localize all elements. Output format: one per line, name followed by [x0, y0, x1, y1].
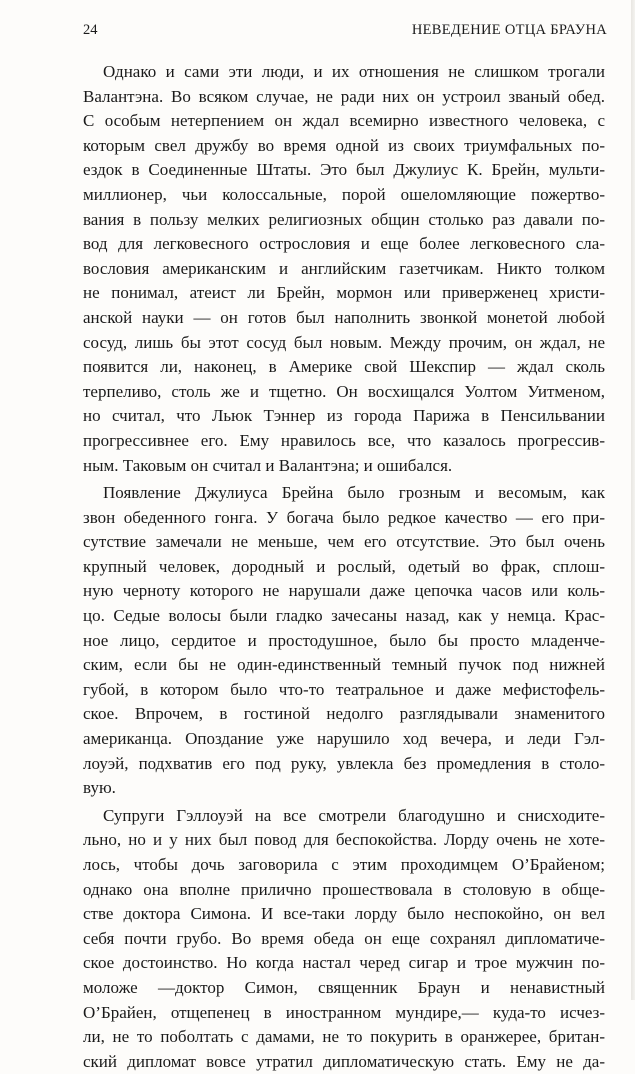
- text-line: льно, но и у них был повод для беспокойства. Лорду очень не хоте-: [83, 830, 605, 850]
- text-line: терпеливо, столь же и тщетно. Он восхищался Уолтом Уитменом,: [83, 381, 605, 401]
- text-line: ским, если бы не один-единственный темный пучок под нижней: [83, 655, 605, 675]
- running-title: НЕВЕДЕНИЕ ОТЦА БРАУНА: [411, 22, 607, 38]
- text-line: стве доктора Симона. И все-таки лорду было неспокойно, он вел: [83, 904, 605, 924]
- text-line: прогрессивнее его. Ему нравилось все, что казалось прогрессив-: [83, 430, 605, 450]
- page-header: [83, 22, 607, 40]
- text-line: анской науки — он готов был наполнить звонкой монетой любой: [83, 307, 605, 327]
- text-line: цо. Седые волосы были гладко зачесаны назад, как у немца. Крас-: [83, 606, 605, 626]
- text-line: вую.: [83, 778, 116, 798]
- text-line: миллионер, чьи колоссальные, порой ошеломляющие пожертво-: [83, 184, 605, 204]
- text-line: ский дипломат вовсе утратил дипломатическую стать. Ему не да-: [83, 1051, 605, 1071]
- text-line: крупный человек, дородный и рослый, одетый во фрак, сплош-: [83, 556, 605, 576]
- body-text: [83, 60, 605, 1074]
- text-line: себя почти грубо. Во время обеда он еще сохранял дипломатиче-: [83, 928, 605, 948]
- text-line: сутствие замечали не меньше, чем его отсутствие. Это был очень: [83, 532, 605, 552]
- text-line: сосуд, лишь бы этот сосуд был новым. Между прочим, он ждал, не: [83, 332, 605, 352]
- page-edge-shadow: [631, 0, 635, 1000]
- text-line: ли, не то поболтать с дамами, не то покурить в оранжерее, британ-: [83, 1027, 605, 1047]
- text-line: появится ли, наконец, в Америке свой Шекспир — ждал сколь: [83, 357, 605, 377]
- text-line: ным. Таковым он считал и Валантэна; и ошибался.: [83, 455, 453, 475]
- text-line: ную черноту которого не нарушали даже цепочка часов или коль-: [83, 581, 605, 601]
- text-line: ское достоинство. Но когда настал черед сигар и трое мужчин по-: [83, 953, 605, 973]
- text-line: лоуэй, подхватив его под руку, увлекла без промедления в столо-: [83, 753, 605, 773]
- text-line: Валантэна. Во всяком случае, не ради них он устроил званый обед.: [83, 86, 605, 106]
- text-line: моложе —доктор Симон, священник Браун и ненавистный: [83, 977, 605, 997]
- text-line: ское. Впрочем, в гостиной недолго разглядывали знаменитого: [83, 704, 605, 724]
- text-line: однако она вполне прилично прошествовала в столовую в обще-: [83, 879, 605, 899]
- text-line: Супруги Гэллоуэй на все смотрели благодушно и снисходите-: [103, 805, 605, 825]
- text-line: ездок в Соединенные Штаты. Это был Джулиус К. Брейн, мульти-: [83, 160, 605, 180]
- text-line: Однако и сами эти люди, и их отношения не слишком трогали: [103, 62, 605, 81]
- text-line: вод для легковесного острословия и еще более легковесного сла-: [83, 234, 605, 254]
- text-line: американца. Опоздание уже нарушило ход вечера, и леди Гэл-: [83, 729, 605, 749]
- text-line: Появление Джулиуса Брейна было грозным и весомым, как: [103, 483, 605, 503]
- text-line: С особым нетерпением он ждал всемирно известного человека, с: [83, 111, 605, 131]
- text-line: О’Брайен, отщепенец в иностранном мундире,— куда-то исчез-: [83, 1002, 605, 1022]
- text-line: губой, в котором было что-то театральное и даже мефистофель-: [83, 679, 605, 699]
- text-line: но считал, что Льюк Тэннер из города Парижа в Пенсильвании: [83, 406, 605, 426]
- text-line: ное лицо, сердитое и простодушное, было бы просто младенче-: [83, 630, 605, 650]
- text-line: звон обеденного гонга. У богача было редкое качество — его при-: [83, 507, 605, 527]
- page-number: 24: [83, 22, 98, 38]
- text-line: вословия американским и английским газетчикам. Никто толком: [83, 258, 605, 278]
- text-line: не понимал, атеист ли Брейн, мормон или приверженец христи-: [83, 283, 605, 303]
- text-line: лось, чтобы дочь заговорила с этим проходимцем О’Брайеном;: [83, 855, 605, 874]
- text-line: вания в пользу мелких религиозных общин столько раз давали по-: [83, 209, 605, 229]
- text-line: которым свел дружбу во время одной из своих триумфальных по-: [83, 135, 605, 155]
